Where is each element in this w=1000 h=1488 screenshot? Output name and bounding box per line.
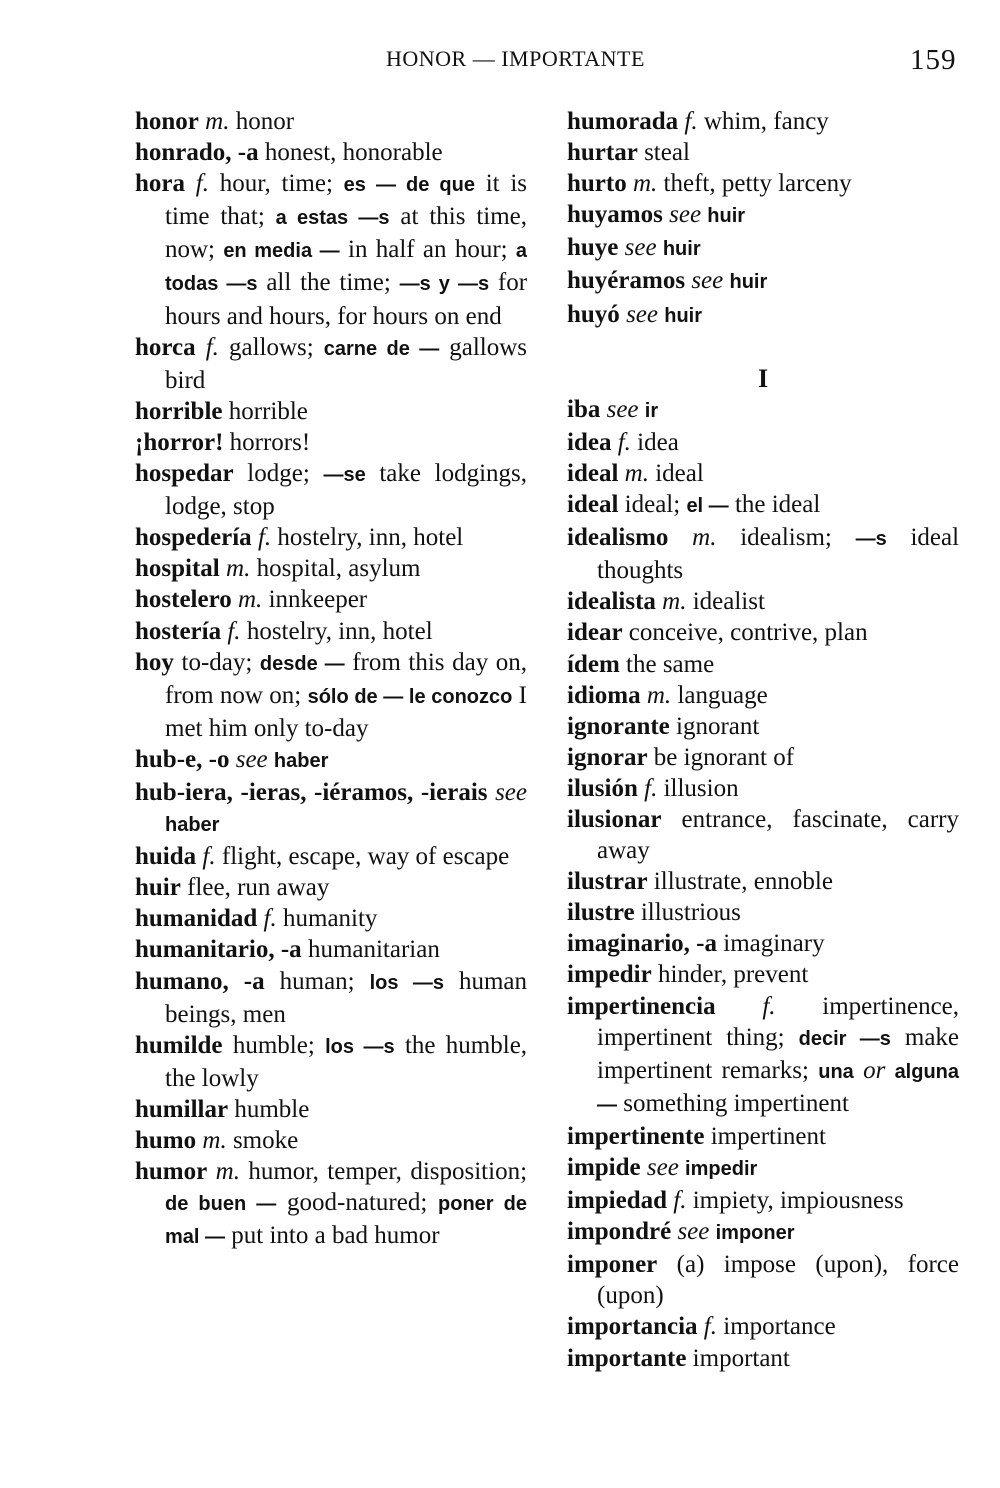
phrase: —s y —s: [399, 273, 490, 296]
dictionary-entry: [135, 647, 527, 744]
phrase: decir —s: [798, 1027, 891, 1050]
dictionary-entry: [567, 106, 959, 137]
definition: horrors!: [229, 428, 311, 456]
grammar-label: f.: [617, 428, 631, 456]
dictionary-entry: [135, 332, 527, 396]
dictionary-entry: [135, 553, 527, 584]
headword: impedir: [567, 961, 652, 989]
dictionary-entry: [567, 991, 959, 1121]
grammar-label: m.: [215, 1158, 240, 1186]
dictionary-entry: [135, 903, 527, 934]
definition: human;: [279, 967, 355, 995]
definition: ignorant: [676, 712, 760, 740]
headword: ignorar: [567, 743, 648, 771]
grammar-label: f.: [762, 992, 776, 1020]
headword: hospedería: [135, 524, 252, 552]
headword: humano, -a: [135, 967, 265, 995]
phrase-definition: in half an hour;: [348, 236, 508, 264]
dictionary-entry: [567, 1343, 959, 1374]
definition: gallows;: [228, 333, 314, 361]
see-label: see: [624, 234, 657, 262]
headword: hurtar: [567, 139, 638, 167]
definition: whim, fancy: [703, 108, 829, 135]
grammar-label: f.: [195, 170, 209, 198]
headword: importante: [567, 1344, 687, 1372]
grammar-label: m.: [205, 108, 230, 135]
definition: honor: [235, 108, 295, 135]
headword: hub-iera, -ieras, -iéramos, -ierais: [135, 778, 488, 806]
phrase: es — de que: [343, 174, 475, 197]
see-label: see: [677, 1218, 710, 1246]
dictionary-column-left: [135, 106, 527, 1253]
headword: ignorante: [567, 712, 670, 740]
phrase-definition: I met him only to-day: [165, 681, 527, 742]
grammar-label: m.: [646, 681, 672, 709]
headword: hurto: [567, 170, 627, 198]
dictionary-entry: [135, 458, 527, 522]
grammar-label: f.: [703, 1313, 717, 1341]
headword: impide: [567, 1154, 641, 1181]
grammar-label: f.: [684, 108, 698, 135]
phrase-definition: from this day on, from now on;: [165, 648, 528, 709]
definition: humanity: [283, 905, 378, 933]
dictionary-entry: [135, 584, 527, 615]
dictionary-entry: [135, 616, 527, 647]
definition: entrance, fascinate, carry away: [597, 805, 959, 865]
headword: humo: [135, 1127, 197, 1154]
definition: humble;: [232, 1031, 315, 1059]
dictionary-entry: [567, 928, 959, 959]
see-label: see: [495, 778, 527, 806]
headword: huyamos: [567, 201, 663, 229]
headword: ídem: [567, 650, 620, 678]
definition: ideal: [655, 459, 704, 487]
definition: idea: [637, 428, 679, 456]
headword: impondré: [567, 1218, 672, 1246]
dictionary-entry: [567, 897, 959, 928]
phrase-definition: put into a bad humor: [231, 1222, 440, 1250]
headword: humilde: [135, 1031, 223, 1059]
phrase-definition: at this time, now;: [165, 203, 528, 264]
grammar-label: m.: [662, 588, 687, 616]
see-label: see: [626, 300, 658, 328]
cross-reference: huir: [664, 304, 703, 327]
headword: iba: [567, 395, 601, 423]
phrase-definition: good-natured;: [287, 1189, 428, 1217]
dictionary-column-right: [567, 106, 959, 1374]
grammar-label: f.: [205, 333, 219, 361]
phrase: los —s: [325, 1035, 395, 1058]
definition: humble: [234, 1095, 310, 1123]
headword: imaginario, -a: [567, 930, 717, 958]
phrase-definition: all the time;: [266, 269, 391, 297]
headword: impertinencia: [567, 992, 716, 1020]
grammar-label: m.: [692, 524, 717, 552]
dictionary-entry: [567, 522, 959, 586]
definition: imaginary: [723, 930, 825, 958]
dictionary-entry: [567, 773, 959, 804]
definition: hostelry, inn, hotel: [246, 617, 433, 645]
definition: importance: [723, 1313, 836, 1341]
phrase-definition: it is time that;: [165, 170, 528, 231]
definition: hour, time;: [219, 170, 333, 198]
headword: humor: [135, 1158, 208, 1186]
phrase: sólo de — le conozco: [307, 685, 513, 708]
grammar-label: m.: [632, 170, 658, 198]
definition: flee, run away: [187, 874, 330, 902]
headword: idea: [567, 428, 612, 456]
dictionary-entry: [567, 1311, 959, 1342]
dictionary-entry: [135, 137, 527, 168]
definition: honest, honorable: [264, 139, 443, 167]
headword: ilusionar: [567, 805, 662, 833]
definition: (a) impose (upon), force (upon): [597, 1251, 959, 1310]
phrase: poner de mal —: [165, 1193, 527, 1249]
grammar-label: f.: [202, 843, 216, 871]
headword: huye: [567, 234, 619, 262]
dictionary-entry: [567, 232, 959, 265]
definition: ideal;: [624, 491, 681, 519]
phrase-definition: the humble, the lowly: [165, 1031, 528, 1092]
phrase-definition: take lodgings, lodge, stop: [165, 460, 528, 521]
definition: hostelry, inn, hotel: [277, 524, 464, 552]
dictionary-entry: [135, 1094, 527, 1125]
running-head: HONOR — IMPORTANTE: [386, 46, 645, 71]
cross-reference: huir: [729, 271, 768, 294]
definition: impertinent: [710, 1122, 826, 1150]
grammar-label: m.: [202, 1127, 227, 1154]
definition: hospital, asylum: [256, 555, 421, 583]
headword: huyéramos: [567, 267, 686, 295]
phrase: los —s: [369, 971, 444, 994]
see-label: see: [606, 395, 639, 423]
definition: hinder, prevent: [657, 961, 809, 989]
headword: huyó: [567, 300, 620, 328]
dictionary-entry: [135, 1030, 527, 1094]
dictionary-entry: [567, 617, 959, 648]
dictionary-entry: [567, 199, 959, 232]
headword: hospedar: [135, 460, 234, 488]
headword: hoy: [135, 648, 174, 676]
grammar-label: f.: [263, 905, 277, 933]
phrase-definition: gallows bird: [165, 333, 528, 394]
dictionary-entry: [567, 137, 959, 168]
phrase: —se: [323, 464, 366, 487]
definition: illustrious: [640, 899, 741, 927]
dictionary-entry: [567, 265, 959, 298]
phrase: a estas —s: [275, 207, 390, 230]
headword: ideal: [567, 459, 619, 487]
dictionary-entry: [135, 1156, 527, 1253]
definition: steal: [644, 139, 690, 167]
phrase-definition: ideal thoughts: [597, 524, 960, 585]
dictionary-entry: [135, 744, 527, 777]
dictionary-entry: [135, 841, 527, 872]
definition: impertinence, impertinent thing;: [597, 992, 960, 1051]
headword: impertinente: [567, 1122, 705, 1150]
grammar-label: f.: [644, 774, 658, 802]
dictionary-entry: [567, 1216, 959, 1249]
dictionary-entry: [135, 427, 527, 458]
headword: idear: [567, 619, 623, 647]
dictionary-entry: [135, 872, 527, 903]
phrase: en media —: [223, 240, 340, 263]
or-label: or: [863, 1056, 886, 1084]
definition: illusion: [663, 774, 739, 802]
dictionary-entry: [567, 1185, 959, 1216]
dictionary-entry: [567, 680, 959, 711]
dictionary-entry: [135, 1125, 527, 1156]
entries-i: [567, 394, 959, 1374]
entries-h-continued: [567, 106, 959, 332]
dictionary-entry: [135, 934, 527, 965]
phrase: a todas —s: [165, 240, 528, 296]
dictionary-entry: [135, 168, 527, 331]
headword: ¡horror!: [135, 428, 224, 456]
cross-reference: impedir: [685, 1158, 758, 1180]
headword: idealista: [567, 588, 656, 616]
phrase: alguna —: [597, 1060, 960, 1116]
dictionary-entry: [135, 106, 527, 137]
dictionary-entry: [567, 742, 959, 773]
phrase: una: [818, 1060, 854, 1083]
phrase-definition: something impertinent: [623, 1089, 849, 1117]
dictionary-entry: [567, 1152, 959, 1185]
page-number: 159: [910, 44, 957, 76]
dictionary-entry: [135, 966, 527, 1030]
definition: illustrate, ennoble: [653, 868, 833, 896]
definition: conceive, contrive, plan: [628, 619, 868, 647]
definition: lodge;: [247, 460, 310, 488]
headword: ilustre: [567, 899, 635, 927]
headword: humorada: [567, 108, 679, 135]
headword: honor: [135, 108, 199, 135]
phrase: el —: [686, 495, 729, 518]
section-letter: I: [757, 363, 769, 393]
cross-reference: haber: [273, 749, 329, 772]
dictionary-entry: [567, 804, 959, 866]
see-label: see: [646, 1154, 679, 1181]
phrase: —s: [855, 528, 887, 551]
headword: ilustrar: [567, 868, 648, 896]
dictionary-entry: [567, 458, 959, 489]
headword: humanitario, -a: [135, 936, 302, 964]
cross-reference: haber: [165, 814, 220, 837]
headword: humanidad: [135, 905, 258, 933]
definition: humor, temper, disposition;: [248, 1158, 528, 1186]
headword: idealismo: [567, 524, 669, 552]
grammar-label: f.: [673, 1187, 687, 1215]
definition: impiety, impiousness: [692, 1187, 904, 1215]
headword: hora: [135, 170, 185, 198]
headword: ideal: [567, 491, 619, 519]
headword: huir: [135, 874, 181, 902]
headword: honrado, -a: [135, 139, 259, 167]
headword: hospital: [135, 555, 220, 583]
headword: horrible: [135, 397, 223, 425]
headword: imponer: [567, 1251, 658, 1279]
phrase-definition: for hours and hours, for hours on end: [165, 269, 528, 330]
dictionary-entry: [567, 649, 959, 680]
see-label: see: [669, 201, 702, 229]
definition: the same: [626, 650, 715, 678]
cross-reference: huir: [662, 238, 701, 261]
definition: humanitarian: [307, 936, 440, 964]
definition: to-day;: [181, 648, 253, 676]
dictionary-entry: [567, 866, 959, 897]
headword: huida: [135, 843, 197, 871]
grammar-label: m.: [624, 459, 649, 487]
cross-reference: huir: [707, 205, 746, 228]
phrase-definition: human beings, men: [165, 967, 527, 1028]
dictionary-entry: [567, 586, 959, 617]
cross-reference: imponer: [715, 1222, 795, 1245]
definition: language: [677, 681, 768, 709]
dictionary-entry: [567, 1121, 959, 1152]
dictionary-entry: [567, 711, 959, 742]
phrase-definition: make impertinent remarks;: [597, 1023, 960, 1084]
definition: be ignorant of: [653, 743, 795, 771]
definition: idealist: [692, 588, 765, 616]
headword: importancia: [567, 1313, 698, 1341]
phrase: carne de —: [323, 337, 440, 360]
headword: humillar: [135, 1095, 229, 1123]
cross-reference: ir: [644, 399, 659, 422]
headword: horca: [135, 333, 196, 361]
see-label: see: [691, 267, 724, 295]
headword: idioma: [567, 681, 641, 709]
grammar-label: m.: [238, 586, 263, 614]
dictionary-entry: [567, 168, 959, 199]
dictionary-entry: [567, 489, 959, 522]
definition: smoke: [232, 1127, 299, 1154]
definition: theft, petty larceny: [663, 170, 852, 198]
headword: ilusión: [567, 774, 638, 802]
definition: flight, escape, way of escape: [221, 843, 510, 871]
phrase: desde —: [259, 652, 345, 675]
phrase: de buen —: [165, 1193, 277, 1216]
headword: hostelero: [135, 586, 232, 614]
definition: horrible: [228, 397, 308, 425]
dictionary-entry: [567, 299, 959, 332]
definition: innkeeper: [268, 586, 368, 614]
headword: hostería: [135, 617, 222, 645]
definition: important: [692, 1344, 790, 1372]
grammar-label: f.: [257, 524, 272, 552]
headword: hub-e, -o: [135, 745, 230, 773]
dictionary-entry: [567, 394, 959, 427]
dictionary-entry: [135, 777, 527, 841]
dictionary-entry: [567, 427, 959, 458]
headword: impiedad: [567, 1187, 668, 1215]
dictionary-entry: [567, 1249, 959, 1311]
grammar-label: m.: [226, 555, 251, 583]
phrase-definition: the ideal: [734, 491, 821, 519]
dictionary-entry: [135, 522, 527, 553]
dictionary-entry: [135, 396, 527, 427]
grammar-label: f.: [227, 617, 241, 645]
definition: idealism;: [740, 524, 832, 552]
dictionary-entry: [567, 959, 959, 990]
see-label: see: [235, 745, 268, 773]
